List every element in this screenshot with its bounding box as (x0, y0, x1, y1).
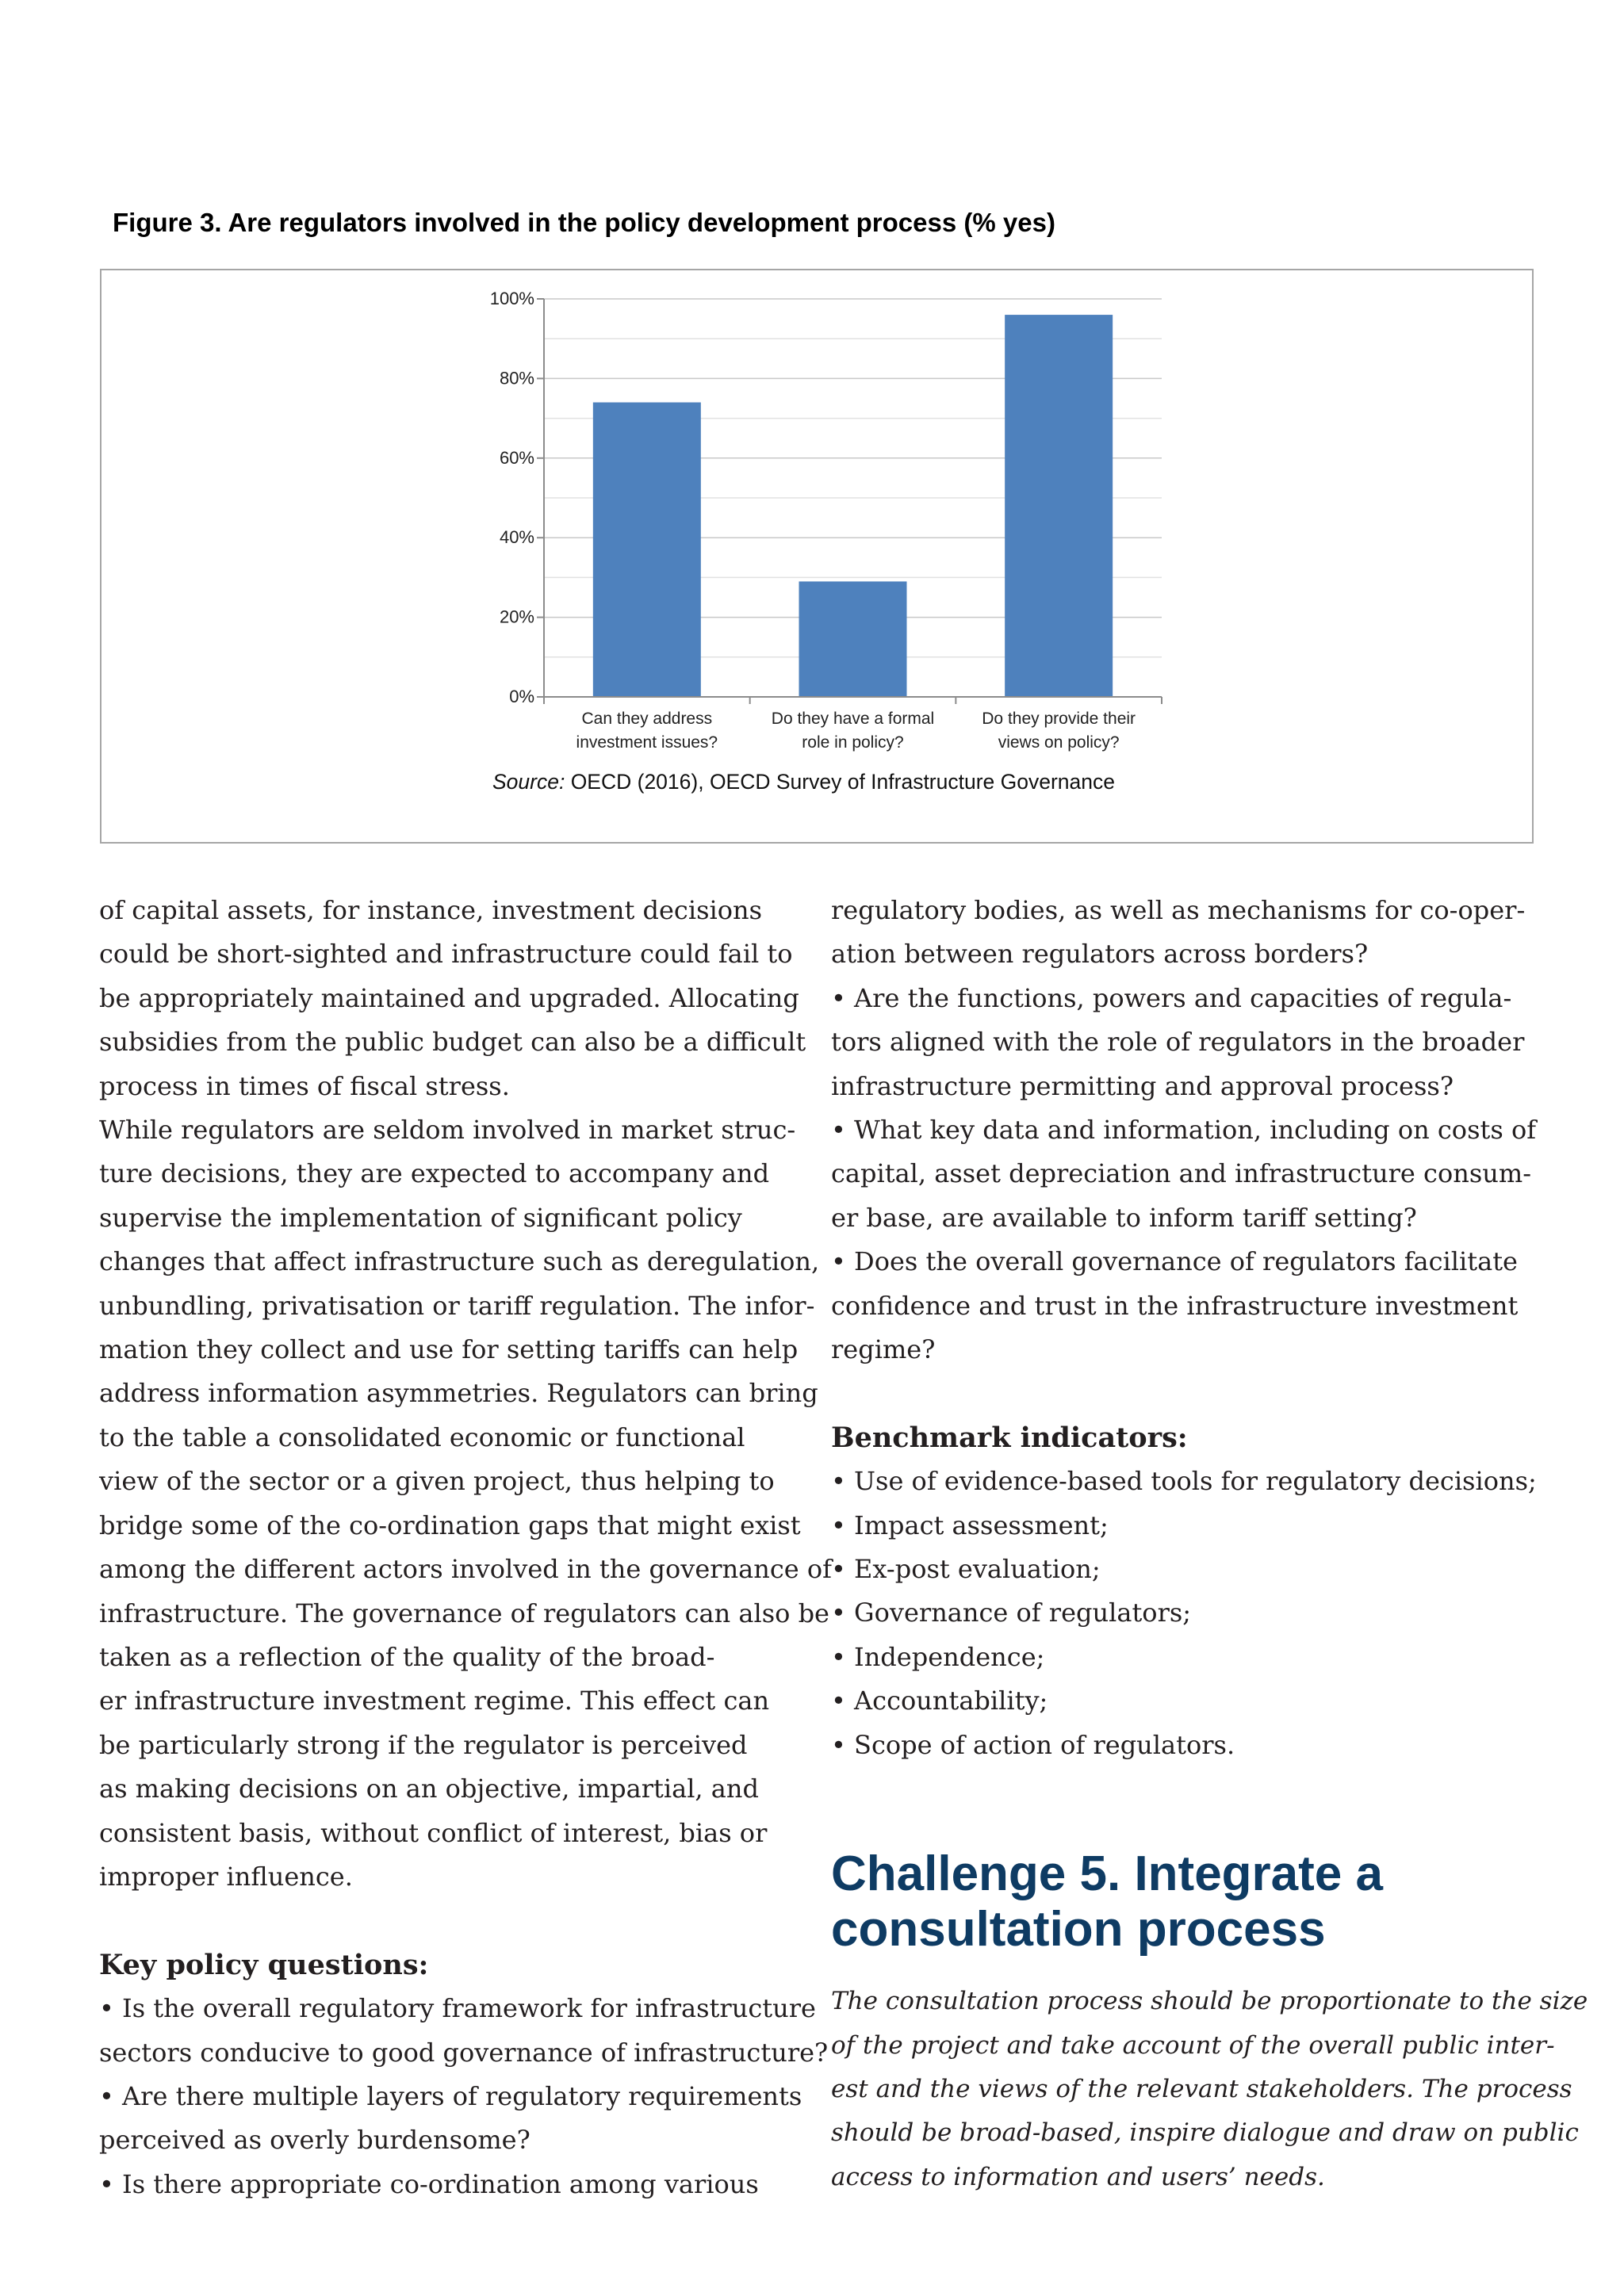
left-column (99, 889, 832, 2206)
list-item: infrastructure permitting and approval process? (831, 1070, 1454, 1101)
x-category-label: Do they provide their (982, 710, 1136, 728)
text-line: taken as a reflection of the quality of the broad- (99, 1641, 715, 1672)
bar (593, 403, 701, 697)
para-regulators (99, 1108, 832, 1899)
list-item: capital, asset depreciation and infrastructure consum- (831, 1158, 1532, 1189)
figure-source (492, 770, 1115, 794)
list-item: • Does the overall governance of regulators facilitate (831, 1246, 1518, 1277)
spacer (831, 1767, 1545, 1846)
text-line: changes that affect infrastructure such as deregulation, (99, 1246, 820, 1277)
source-label: Source: (492, 770, 565, 794)
y-tick-label: 20% (499, 607, 534, 627)
text-line: subsidies from the public budget can also be a difficult (99, 1027, 806, 1058)
y-tick-label: 0% (509, 687, 534, 706)
list-item: • Is there appropriate co-ordination among various (99, 2168, 759, 2199)
benchmark-list (831, 1460, 1545, 1767)
x-category-label: Do they have a formal (771, 710, 935, 728)
text-line: should be broad-based, inspire dialogue and draw on public (831, 2118, 1579, 2148)
text-line: While regulators are seldom involved in market struc- (99, 1115, 796, 1146)
key-policy-heading: Key policy questions: (99, 1948, 429, 1981)
list-item: • Scope of action of regulators. (831, 1729, 1235, 1760)
list-item: • Use of evidence-based tools for regulatory decisions; (831, 1466, 1537, 1497)
list-item: • Impact assessment; (831, 1510, 1109, 1540)
bar (799, 581, 907, 697)
figure-title: Figure 3. Are regulators involved in the policy development process (% yes) (113, 208, 1055, 237)
para-capital-assets (99, 889, 813, 1108)
benchmark-heading: Benchmark indicators: (831, 1421, 1188, 1454)
text-line: The consultation process should be proportionate to the size (831, 1987, 1588, 2016)
challenge-heading (831, 1846, 1545, 1957)
text-line: of capital assets, for instance, investment decisions (99, 895, 763, 925)
list-item: confidence and trust in the infrastructure investment (831, 1290, 1519, 1321)
list-item: tors aligned with the role of regulators in the broader (831, 1027, 1525, 1058)
list-item: • Is the overall regulatory framework for infrastructure (99, 1993, 816, 2024)
list-item: er base, are available to inform tariff setting? (831, 1202, 1417, 1233)
text-line: as making decisions on an objective, impartial, and (99, 1774, 759, 1804)
list-item: • Are the functions, powers and capacities of regula- (831, 982, 1512, 1013)
list-item: • What key data and information, including on costs of (831, 1115, 1537, 1146)
y-tick-label: 100% (489, 289, 534, 308)
x-category-label: investment issues? (576, 733, 718, 752)
spacer (831, 1957, 1545, 1980)
text-line: could be short-sighted and infrastructure could fail to (99, 939, 793, 970)
challenge-intro (831, 1980, 1588, 2199)
text-line: view of the sector or a given project, thus helping to (99, 1466, 775, 1497)
text-line: consistent basis, without conflict of interest, bias or (99, 1817, 768, 1848)
text-line: bridge some of the co-ordination gaps that might exist (99, 1510, 801, 1540)
text-line: est and the views of the relevant stakeholders. The process (831, 2074, 1572, 2103)
y-tick-label: 40% (499, 527, 534, 548)
list-item: regime? (831, 1334, 936, 1365)
text-line: infrastructure. The governance of regulators can also be (99, 1598, 829, 1628)
text-line: access to information and users’ needs. (831, 2162, 1325, 2191)
text-line: of the project and take account of the overall public inter- (831, 2030, 1555, 2060)
right-column (831, 889, 1588, 2199)
y-tick-label: 60% (499, 447, 534, 468)
text-line: supervise the implementation of significant policy (99, 1202, 742, 1233)
bar-chart (102, 270, 1532, 842)
text-line: er infrastructure investment regime. This effect can (99, 1686, 770, 1716)
list-item: sectors conducive to good governance of infrastructure? (99, 2037, 829, 2068)
x-category-label: role in policy? (802, 733, 904, 752)
text-line: process in times of fiscal stress. (99, 1070, 510, 1101)
figure-box (100, 269, 1534, 844)
text-line: be particularly strong if the regulator is perceived (99, 1729, 748, 1760)
bar (1005, 315, 1113, 697)
list-item: • Governance of regulators; (831, 1598, 1192, 1628)
key-policy-list-continued (831, 889, 1545, 1372)
list-item: • Are there multiple layers of regulatory requirements (99, 2080, 802, 2111)
x-category-label: views on policy? (998, 733, 1120, 752)
challenge-heading-line: Challenge 5. Integrate a (831, 1846, 1383, 1902)
list-item: ation between regulators across borders? (831, 939, 1369, 970)
list-item: • Ex-post evaluation; (831, 1554, 1101, 1585)
text-line: unbundling, privatisation or tariff regulation. The infor- (99, 1290, 815, 1321)
list-item: regulatory bodies, as well as mechanisms for co-oper- (831, 895, 1526, 925)
source-text: OECD (2016), OECD Survey of Infrastructure Governance (565, 770, 1116, 794)
list-item: perceived as overly burdensome? (99, 2125, 530, 2156)
text-line: be appropriately maintained and upgraded. Allocating (99, 982, 799, 1013)
text-line: address information asymmetries. Regulators can bring (99, 1378, 818, 1409)
spacer (831, 1372, 1545, 1415)
challenge-heading-line: consultation process (831, 1902, 1326, 1957)
text-line: mation they collect and use for setting tariffs can help (99, 1334, 799, 1365)
text-line: to the table a consolidated economic or functional (99, 1422, 745, 1452)
spacer (99, 1899, 813, 1942)
list-item: • Accountability; (831, 1686, 1048, 1716)
text-line: ture decisions, they are expected to accompany and (99, 1158, 770, 1189)
text-line: improper influence. (99, 1861, 353, 1892)
x-category-label: Can they address (581, 710, 713, 728)
text-line: among the different actors involved in the governance of (99, 1554, 832, 1585)
list-item: • Independence; (831, 1641, 1045, 1672)
key-policy-list (99, 1987, 829, 2206)
y-tick-label: 80% (499, 368, 534, 388)
